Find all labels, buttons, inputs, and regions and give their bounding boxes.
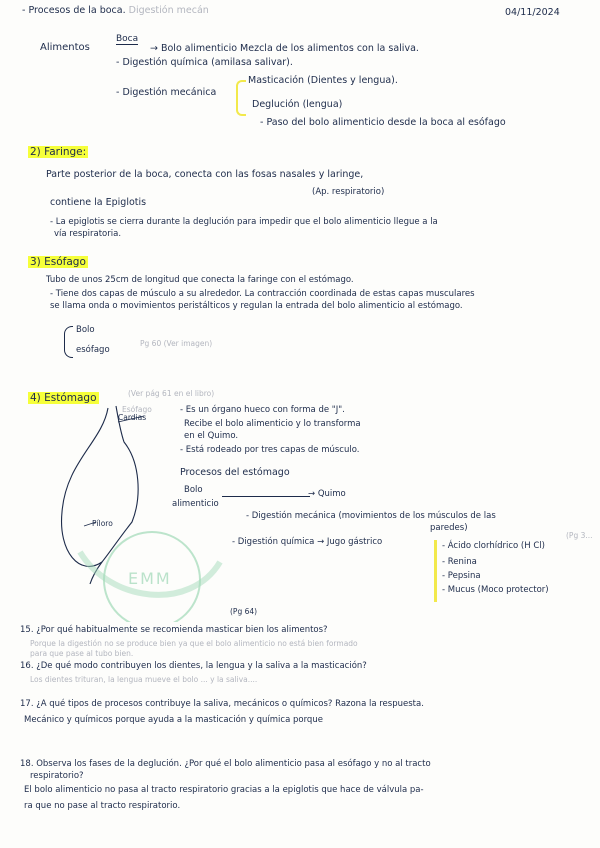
boca-label: Boca bbox=[116, 34, 139, 44]
dig-mecanica: - Digestión mecánica (movimientos de los músculos de las bbox=[246, 511, 496, 521]
mecanica-line: - Digestión mecánica bbox=[116, 87, 217, 98]
cardias-faint: Esófago bbox=[122, 405, 152, 414]
faringe-line3: - La epiglotis se cierra durante la deglución para impedir que el bolo alimenticio llegue a la bbox=[50, 217, 438, 227]
faringe-line4: vía respiratoria. bbox=[54, 229, 122, 239]
bolo-word: Bolo bbox=[76, 325, 95, 335]
estomago-desc4: - Está rodeado por tres capas de músculo. bbox=[180, 445, 360, 455]
dig-mecanica-2: paredes) bbox=[430, 523, 468, 533]
esofago-word: esófago bbox=[76, 345, 110, 355]
juice-yellow-bar bbox=[434, 540, 437, 602]
yellow-bracket bbox=[236, 80, 246, 116]
faringe-line1b: (Ap. respiratorio) bbox=[312, 187, 385, 197]
cardias-label: Cardias bbox=[118, 413, 147, 422]
estomago-desc1: - Es un órgano hueco con forma de "J". bbox=[180, 405, 345, 415]
esofago-line2: - Tiene dos capas de músculo a su alrededor. La contracción coordinada de estas capas musculares bbox=[50, 289, 475, 299]
esofago-line1: Tubo de unos 25cm de longitud que conecta la faringe con el estómago. bbox=[46, 275, 354, 285]
piloro-label: Píloro bbox=[92, 519, 113, 528]
top-line bbox=[22, 6, 209, 17]
faint-right: (Pg 3... bbox=[566, 531, 593, 540]
juice-item-2: - Renina bbox=[442, 557, 477, 567]
answer-16-line1: Los dientes trituran, la lengua mueve el bolo ... y la saliva.... bbox=[30, 675, 258, 684]
top-line-text: - Procesos de la boca. bbox=[22, 5, 126, 16]
stomach-outline bbox=[62, 406, 139, 566]
answer-15-line2: para que pase al tubo bien. bbox=[30, 649, 134, 658]
estomago-faint-note: (Ver pág 61 en el libro) bbox=[128, 389, 215, 398]
bolo-alimenticio-1: Bolo bbox=[184, 485, 203, 495]
question-18: 18. Observa los fases de la deglución. ¿Por qué el bolo alimenticio pasa al esófago y no al tracto bbox=[20, 759, 431, 769]
faringe-line2: contiene la Epiglotis bbox=[50, 197, 147, 208]
answer-17-line1: Mecánico y químicos porque ayuda a la masticación y química porque bbox=[24, 715, 323, 725]
alimentos-label: Alimentos bbox=[40, 42, 90, 53]
pg-note: (Pg 64) bbox=[230, 607, 258, 616]
answer-15-line1: Porque la digestión no se produce bien ya que el bolo alimenticio no está bien formado bbox=[30, 639, 358, 648]
question-15: 15. ¿Por qué habitualmente se recomienda masticar bien los alimentos? bbox=[20, 625, 328, 635]
quimo-arrow-line bbox=[222, 496, 310, 497]
answer-18-line1: El bolo alimenticio no pasa al tracto respiratorio gracias a la epiglotis que hace de válvula pa- bbox=[24, 785, 424, 795]
question-18-line2: respiratorio? bbox=[30, 771, 84, 781]
faringe-line1: Parte posterior de la boca, conecta con las fosas nasales y laringe, bbox=[46, 169, 364, 180]
quimo-label: → Quimo bbox=[308, 489, 346, 499]
bolo-alimenticio-2: alimenticio bbox=[172, 499, 219, 509]
top-faint-text: Digestión mecán bbox=[128, 5, 209, 16]
juice-item-3: - Pepsina bbox=[442, 571, 481, 581]
esofago-heading bbox=[28, 256, 88, 269]
masticacion-line: Masticación (Dientes y lengua). bbox=[248, 75, 398, 86]
procesos-title: Procesos del estómago bbox=[180, 467, 290, 478]
esofago-faint-note: Pg 60 (Ver imagen) bbox=[140, 339, 213, 348]
estomago-desc3: en el Quimo. bbox=[184, 431, 239, 441]
quimica-line: - Digestión química (amilasa salivar). bbox=[116, 57, 293, 68]
paso-line: - Paso del bolo alimenticio desde la boca al esófago bbox=[260, 117, 506, 128]
esofago-bracket bbox=[64, 326, 73, 358]
dig-quimica: - Digestión química → Jugo gástrico bbox=[232, 537, 383, 547]
bolo-line: → Bolo alimenticio Mezcla de los alimentos con la saliva. bbox=[150, 43, 419, 54]
deglucion-line: Deglución (lengua) bbox=[252, 99, 343, 110]
date: 04/11/2024 bbox=[505, 7, 560, 18]
estomago-heading-text: 4) Estómago bbox=[30, 392, 97, 404]
esofago-heading-text: 3) Esófago bbox=[30, 256, 86, 268]
faringe-heading bbox=[28, 146, 88, 159]
question-16: 16. ¿De qué modo contribuyen los dientes, la lengua y la saliva a la masticación? bbox=[20, 661, 367, 671]
answer-18-line2: ra que no pase al tracto respiratorio. bbox=[24, 801, 181, 811]
watermark-text: EMM bbox=[128, 569, 172, 588]
faringe-heading-text: 2) Faringe: bbox=[30, 146, 87, 158]
juice-item-4: - Mucus (Moco protector) bbox=[442, 585, 549, 595]
question-17: 17. ¿A qué tipos de procesos contribuye la saliva, mecánicos o químicos? Razona la respuesta. bbox=[20, 699, 424, 709]
estomago-desc2: Recibe el bolo alimenticio y lo transforma bbox=[184, 419, 361, 429]
esofago-line3: se llama onda o movimientos peristálticos y regulan la entrada del bolo alimenticio al estómago. bbox=[50, 301, 463, 311]
juice-item-1: - Ácido clorhídrico (H Cl) bbox=[442, 541, 545, 551]
